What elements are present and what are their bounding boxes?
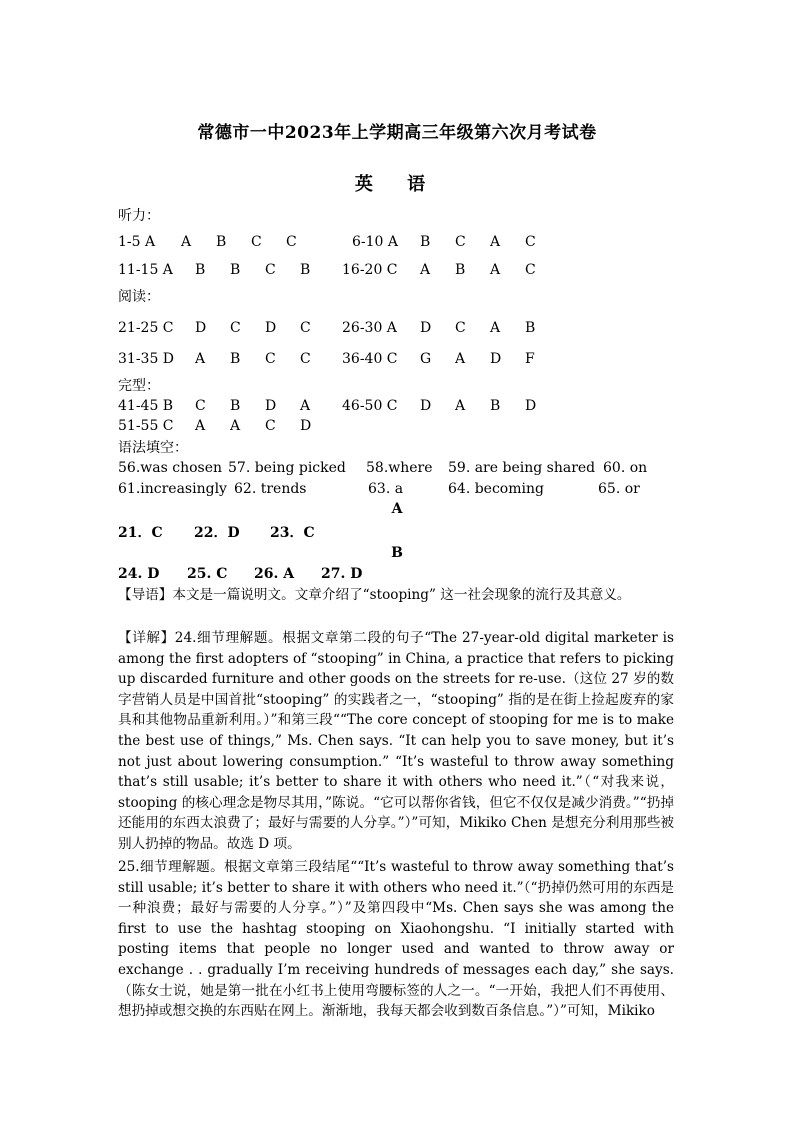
cloze-heading: 完型： [118,378,160,394]
grammar-answer: 64. becoming [448,481,544,497]
section-a-label: A [391,501,403,517]
answer: 23．C [270,525,315,541]
answer: B [216,234,227,250]
answer: 27. D [321,566,363,582]
grammar-answer: 60. on [603,460,648,476]
detail-24-paragraph: 【详解】24.细节理解题。根据文章第二段的句子“The 27-year-old digital marketer is among the first adopters of “stooping” in China, a practice that refers to picking up discarded furniture and other goods on the streets for re-use.（这位 27 岁的数字营销人员是中国首批“stooping” 的实践者之一，“stooping” 指的是在街上捡起废弃的家具和其他物品重新利用。）”和第三段““The core concept of stooping for me is to make the best use of things,” Ms. Chen says. “It can help you to save money, but it’s not just about lowering consumption.” “It’s wasteful to throw away something that’s still usable; it’s better to share it with others who need it.”（“对我来说，stooping 的核心理念是物尽其用，”陈说。“它可以帮你省钱，但它不仅仅是减少消费。”“扔掉还能用的东西太浪费了；最好与需要的人分享。”）”可知，Mikiko Chen 是想充分利用那些被别人扔掉的物品。故选 D 项。 [118,630,674,852]
range-label: 36-40 C [342,351,398,367]
answer: D [420,398,432,414]
section-b-label: B [391,545,403,561]
answer: A [490,262,501,278]
grammar-answer: 61.increasingly [118,481,227,497]
answer: B [230,262,241,278]
range-label: 46-50 C [342,398,398,414]
grammar-answer: 56.was chosen [118,460,223,476]
detail-25-paragraph: 25.细节理解题。根据文章第三段结尾““It’s wasteful to throw away something that’s still usable; it’s better to share it with others who need it.”（“扔掉仍然可用的东西是一种浪费；最好与需要的人分享。”）”及第四段中“Ms. Chen says she was among the first to use the hashtag stooping on Xiaohongshu. “I initially started with posting items that people no longer used and wanted to throw away or exchange . . gradually I’m receiving hundreds of messages each day,” she says.（陈女士说，她是第一批在小红书上使用弯腰标签的人之一。“一开始，我把人们不再使用、想扔掉或想交换的东西贴在网上。渐渐地，我每天都会收到数百条信息。”）”可知，Mikiko [118,859,674,1020]
answer: B [420,234,431,250]
range-label: 26-30 A [342,320,397,336]
answer: B [195,262,206,278]
answer: C [300,320,311,336]
answer: D [525,398,537,414]
answer: C [265,262,276,278]
range-label: 21-25 C [118,320,174,336]
answer: C [455,234,466,250]
answer: A [195,418,206,434]
grammar-answer: 62. trends [234,481,307,497]
answer: 22．D [194,525,240,541]
answer: C [195,398,206,414]
answer: A [455,351,466,367]
answer: G [420,351,432,367]
range-label: 1-5 A [118,234,156,250]
answer: A [181,234,192,250]
answer: C [300,351,311,367]
answer: A [195,351,206,367]
answer: C [265,351,276,367]
exam-title: 常德市一中2023年上学期高三年级第六次月考试卷 [197,123,597,143]
answer: F [525,351,535,367]
answer: A [455,398,466,414]
answer: A [230,418,241,434]
answer: B [230,351,241,367]
answer: C [286,234,297,250]
guide-paragraph: 【导语】本文是一篇说明文。文章介绍了“stooping” 这一社会现象的流行及其意义。 [118,587,631,603]
answer: 26. A [254,566,295,582]
answer: C [230,320,241,336]
range-label: 51-55 C [118,418,174,434]
answer: C [525,234,536,250]
grammar-answer: 57. being picked [228,460,346,476]
grammar-answer: 59. are being shared [448,460,596,476]
answer: A [490,320,501,336]
answer: D [265,398,277,414]
grammar-answer: 58.where [366,460,433,476]
answer: A [420,262,431,278]
answer: C [455,320,466,336]
answer: 21．C [118,525,163,541]
answer: B [490,398,501,414]
answer: B [455,262,466,278]
answer: C [525,262,536,278]
range-label: 31-35 D [118,351,175,367]
listening-heading: 听力： [118,208,160,224]
reading-heading: 阅读： [118,289,160,305]
answer: A [490,234,501,250]
answer: 25. C [187,566,228,582]
range-label: 41-45 B [118,398,174,414]
answer: D [420,320,432,336]
answer: D [490,351,502,367]
answer: C [265,418,276,434]
grammar-answer: 65. or [598,481,640,497]
grammar-heading: 语法填空： [118,440,188,456]
range-label: 11-15 A [118,262,173,278]
answer: B [300,262,311,278]
answer: 24. D [118,566,160,582]
range-label: 16-20 C [342,262,398,278]
answer: D [265,320,277,336]
answer: C [251,234,262,250]
answer: D [300,418,312,434]
grammar-answer: 63. a [368,481,404,497]
subject-title: 英 语 [354,174,440,195]
answer: A [300,398,311,414]
answer: B [525,320,536,336]
answer: D [195,320,207,336]
answer: B [230,398,241,414]
range-label: 6-10 A [352,234,399,250]
